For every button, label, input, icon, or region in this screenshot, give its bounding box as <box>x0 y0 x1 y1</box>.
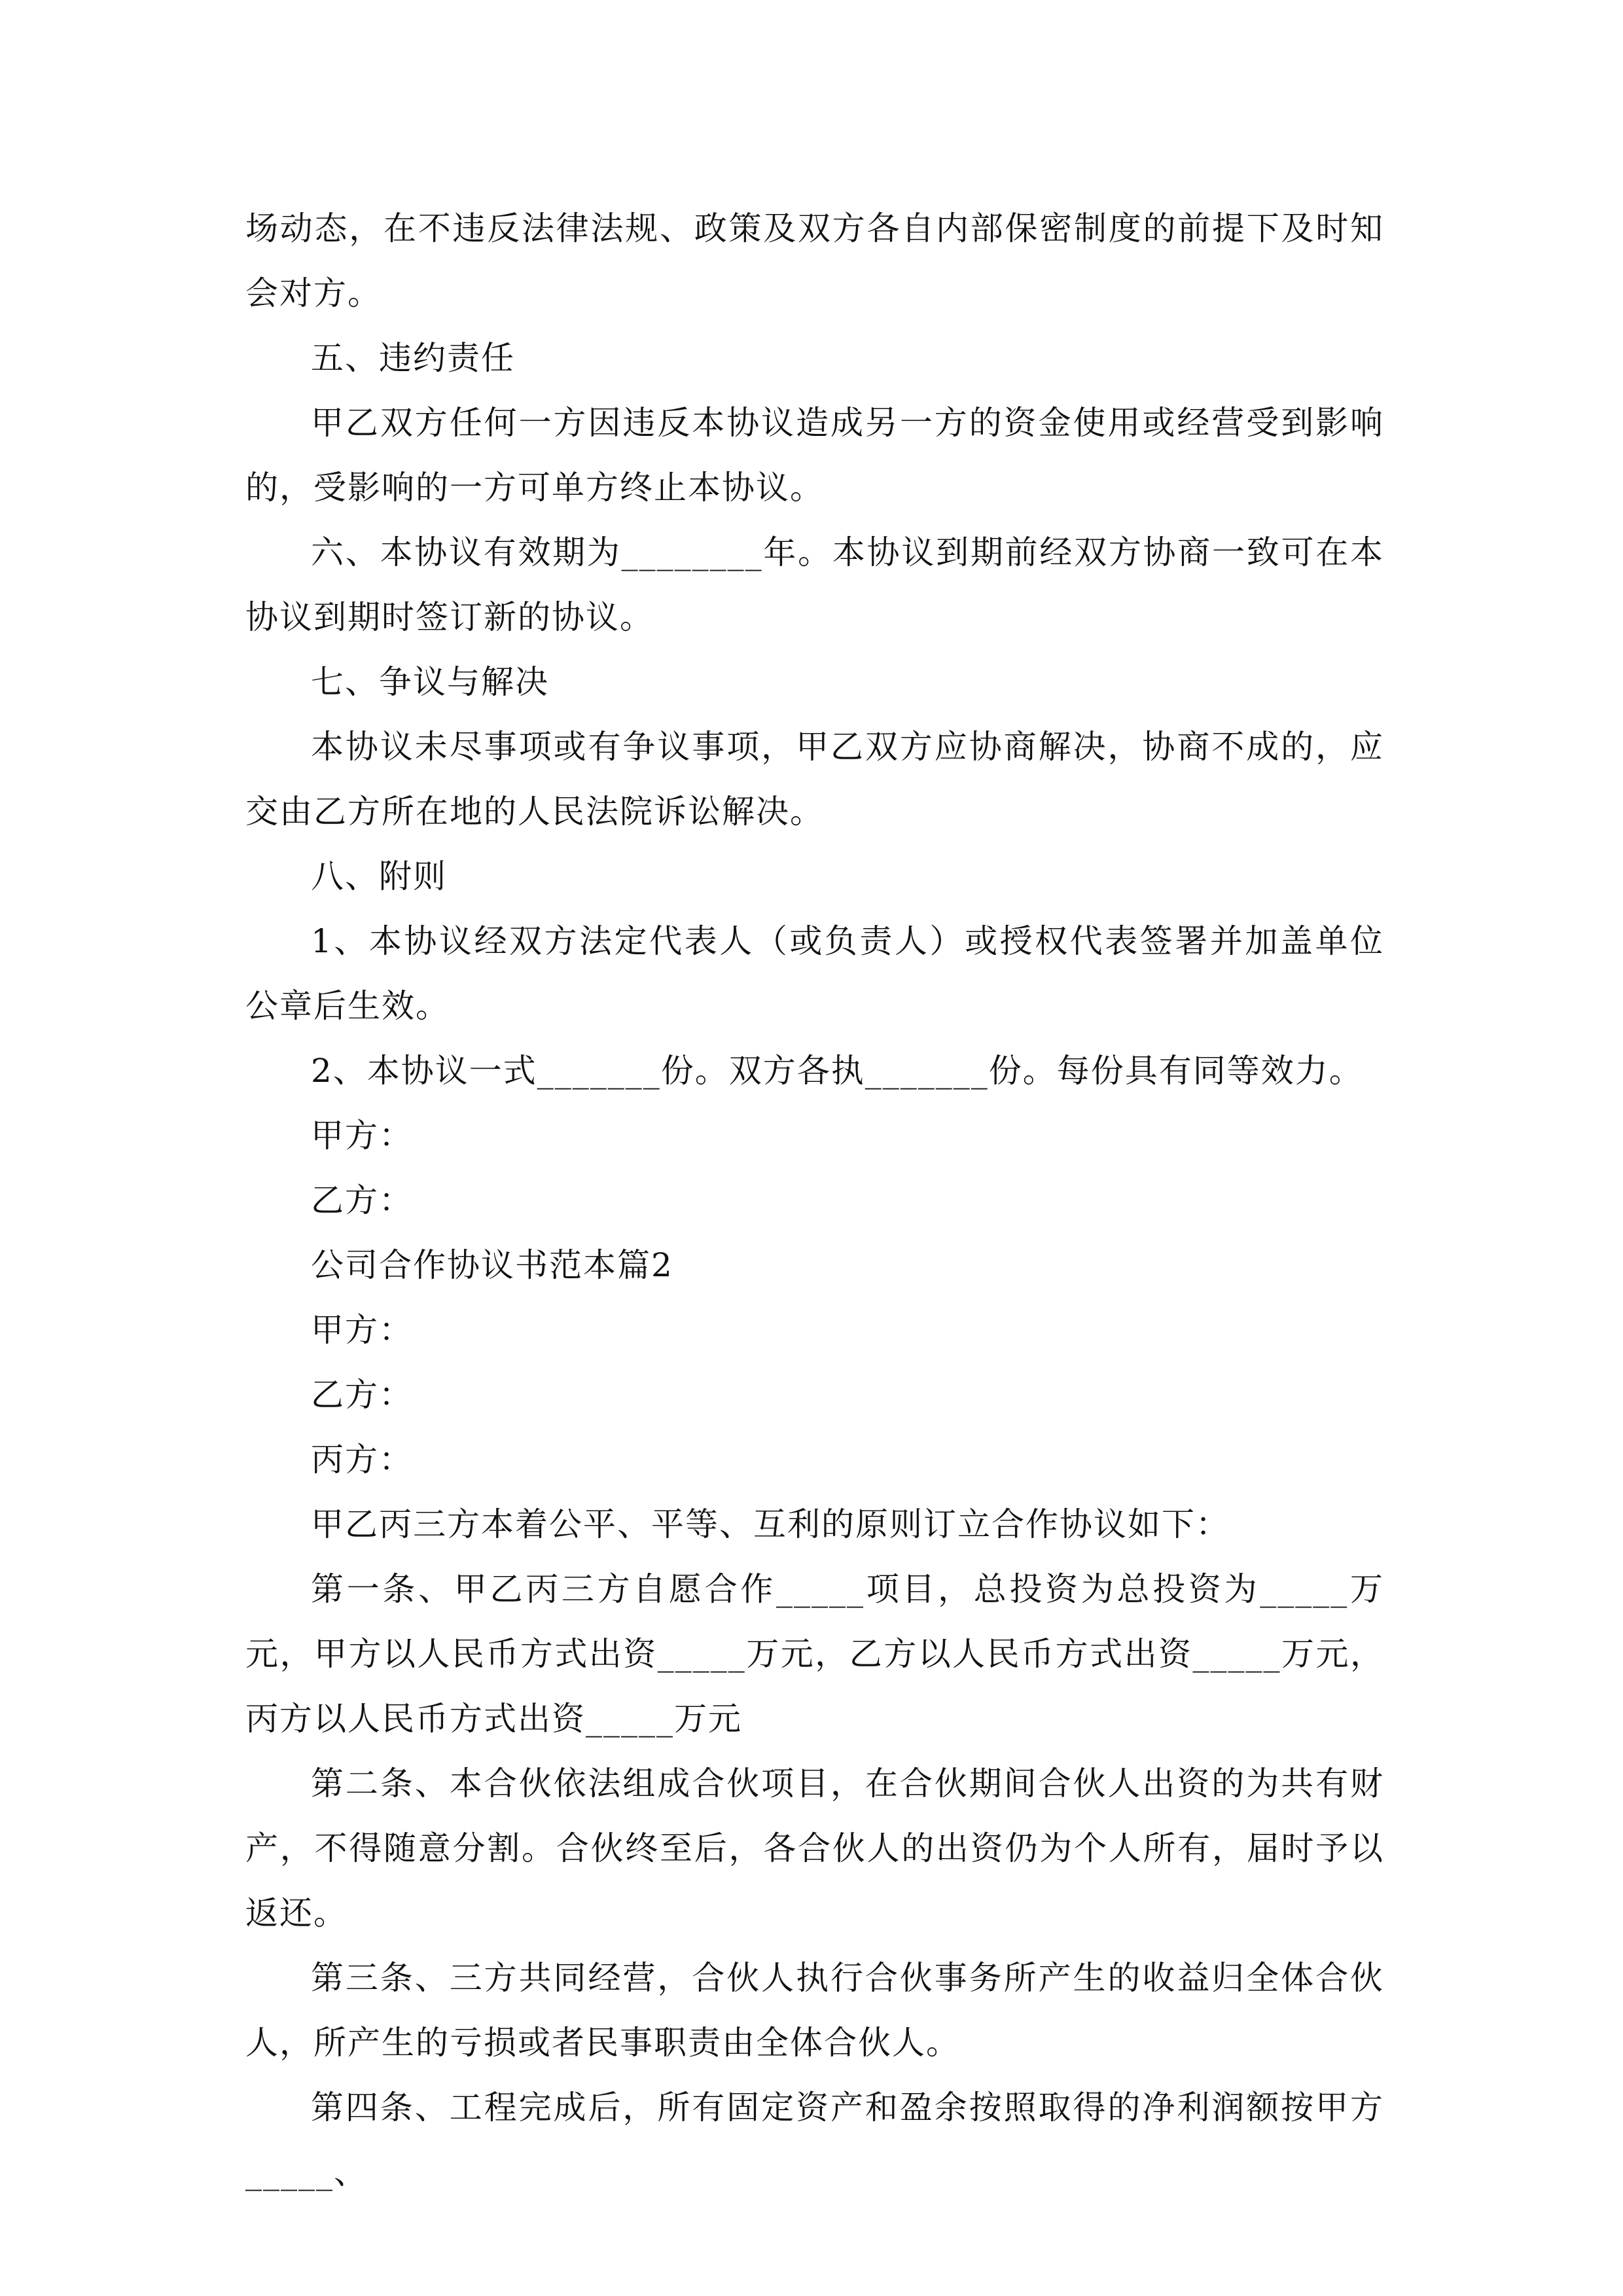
signature-party-b: 乙方： <box>311 1181 413 1219</box>
article-2-common-property: 第二条、本合伙依法组成合伙项目，在合伙期间合伙人出资的为共有财产，不得随意分割。合伙终至后，各合伙人的出资仍为个人所有，届时予以返还。 <box>245 1765 1384 1932</box>
paragraph-breach-termination: 甲乙双方任何一方因违反本协议造成另一方的资金使用或经营受到影响的，受影响的一方可单方终止本协议。 <box>245 404 1384 507</box>
section-heading-supplementary: 八、附则 <box>311 857 447 895</box>
paragraph-validity-period: 六、本协议有效期为________年。本协议到期前经双方协商一致可在本协议到期时签订新的协议。 <box>245 533 1384 636</box>
template-2-title: 公司合作协议书范本篇2 <box>311 1246 673 1284</box>
signature-party-a: 甲方： <box>311 1117 413 1155</box>
paragraph-market-dynamics: 场动态，在不违反法律法规、政策及双方各自内部保密制度的前提下及时知会对方。 <box>245 209 1384 312</box>
paragraph-dispute-resolution: 本协议未尽事项或有争议事项，甲乙双方应协商解决，协商不成的，应交由乙方所在地的人民法院诉讼解决。 <box>245 728 1384 831</box>
article-4-profit-distribution: 第四条、工程完成后，所有固定资产和盈余按照取得的净利润额按甲方_____、 <box>245 2089 1384 2191</box>
party-a-label: 甲方： <box>311 1311 413 1349</box>
section-heading-breach-liability: 五、违约责任 <box>311 339 515 377</box>
paragraph-copies: 2、本协议一式_______份。双方各执_______份。每份具有同等效力。 <box>311 1052 1363 1090</box>
paragraph-effectiveness: 1、本协议经双方法定代表人（或负责人）或授权代表签署并加盖单位公章后生效。 <box>245 922 1384 1025</box>
party-c-label: 丙方： <box>311 1441 413 1479</box>
section-heading-dispute-resolution: 七、争议与解决 <box>311 663 549 701</box>
party-b-label: 乙方： <box>311 1376 413 1414</box>
document-body <box>245 196 1384 2205</box>
paragraph-principles: 甲乙丙三方本着公平、平等、互利的原则订立合作协议如下： <box>311 1505 1230 1543</box>
article-3-joint-operation: 第三条、三方共同经营，合伙人执行合伙事务所产生的收益归全体合伙人，所产生的亏损或者民事职责由全体合伙人。 <box>245 1959 1384 2062</box>
article-1-investment: 第一条、甲乙丙三方自愿合作_____项目，总投资为总投资为_____万元，甲方以人民币方式出资_____万元，乙方以人民币方式出资_____万元，丙方以人民币方式出资_____万元 <box>245 1570 1384 1738</box>
